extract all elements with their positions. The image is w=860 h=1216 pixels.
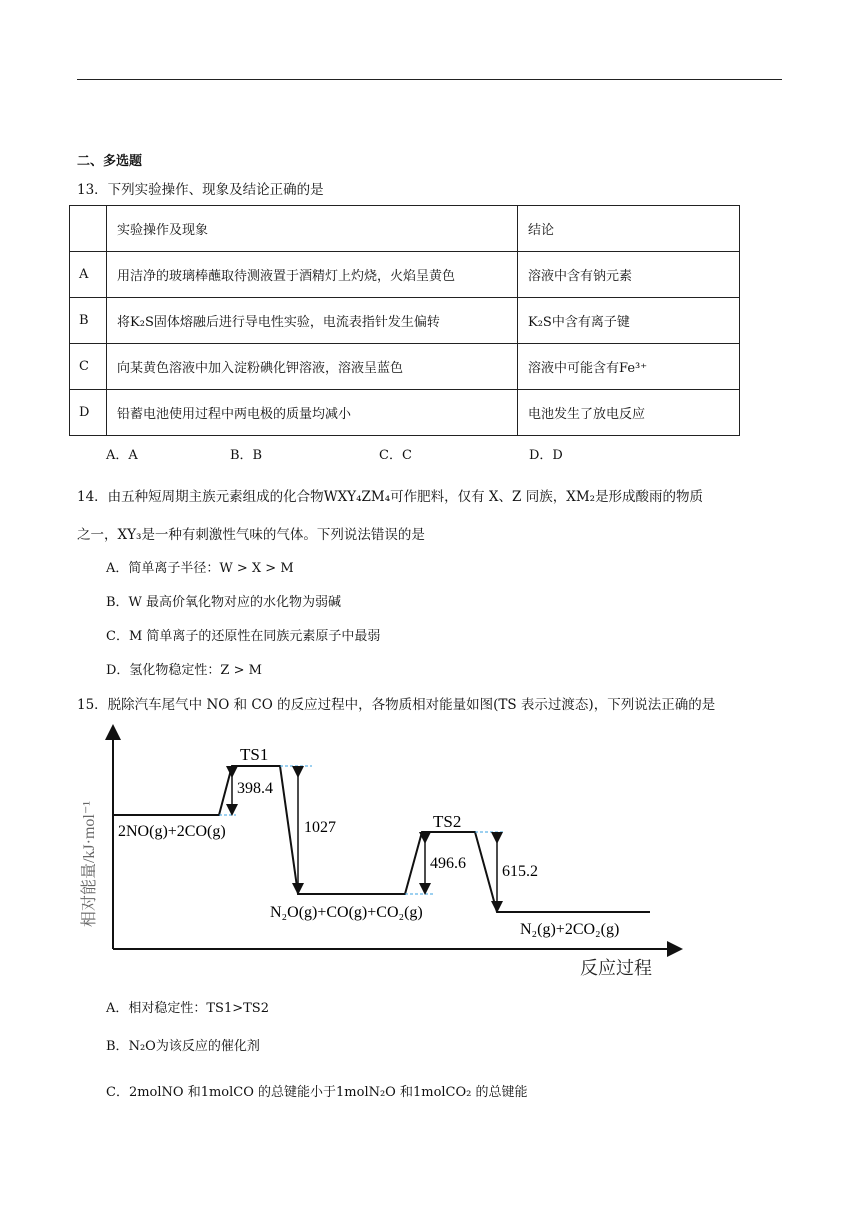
y-axis-label: 相对能量/kJ·mol⁻¹ bbox=[81, 800, 98, 928]
text: 将 bbox=[117, 315, 131, 330]
formula: N₂O bbox=[128, 1039, 156, 1054]
row-conclusion bbox=[518, 298, 740, 344]
state-label: TS1 bbox=[240, 745, 269, 764]
text: 中含有离子键 bbox=[551, 315, 630, 330]
table-row bbox=[70, 252, 740, 298]
text: 可作肥料，仅有 X、Z 同族， bbox=[390, 489, 567, 505]
q13-option-b[interactable]: B．B bbox=[230, 448, 263, 463]
q14-option-a[interactable]: A．简单离子半径：W > X > M bbox=[106, 561, 294, 576]
section-title: 二、多选题 bbox=[77, 154, 143, 169]
text: 是一种有刺激性气味的气体。下列说法错误的是 bbox=[141, 527, 425, 543]
formula: XY₃ bbox=[117, 527, 142, 543]
row-label: C bbox=[70, 344, 107, 390]
text: 14．由五种短周期主族元素组成的化合物 bbox=[77, 489, 324, 505]
row-conclusion: 电池发生了放电反应 bbox=[518, 390, 740, 436]
table-row bbox=[70, 298, 740, 344]
value-label: 398.4 bbox=[237, 780, 273, 797]
formula: WXY₄ZM₄ bbox=[323, 489, 391, 505]
table-header-row bbox=[70, 206, 740, 252]
text: 是形成酸雨的物质 bbox=[595, 489, 704, 505]
formula: Fe³⁺ bbox=[619, 361, 648, 376]
q13-table bbox=[69, 205, 740, 436]
formula: XM₂ bbox=[566, 489, 596, 505]
q13-option-d[interactable]: D．D bbox=[529, 448, 563, 463]
row-label: D bbox=[70, 390, 107, 436]
q14-option-c[interactable]: C．M 简单离子的还原性在同族元素原子中最弱 bbox=[106, 629, 381, 644]
formula: K₂S bbox=[130, 315, 154, 330]
row-operation: 用洁净的玻璃棒蘸取待测液置于酒精灯上灼烧，火焰呈黄色 bbox=[107, 252, 518, 298]
header-rule bbox=[77, 79, 782, 80]
energy-diagram bbox=[70, 724, 690, 984]
table-header-cell bbox=[70, 206, 107, 252]
state-label: N₂(g)+2CO₂(g) bbox=[520, 921, 620, 938]
state-label: TS2 bbox=[433, 812, 462, 831]
q14-stem-line1 bbox=[77, 485, 703, 505]
q14-option-b[interactable]: B．W 最高价氧化物对应的水化物为弱碱 bbox=[106, 595, 342, 610]
q13-stem: 13．下列实验操作、现象及结论正确的是 bbox=[77, 182, 324, 198]
row-label: A bbox=[70, 252, 107, 298]
value-label: 1027 bbox=[304, 819, 336, 836]
x-axis-label: 反应过程 bbox=[580, 958, 652, 978]
text: 溶液中可能含有 bbox=[528, 361, 620, 376]
table-header-cell: 结论 bbox=[518, 206, 740, 252]
q13-option-a[interactable]: A．A bbox=[106, 448, 138, 463]
q15-option-c[interactable]: C．2molNO 和1molCO 的总键能小于1molN₂O 和1molCO₂ 的总键能 bbox=[106, 1085, 528, 1100]
value-label: 615.2 bbox=[502, 863, 538, 880]
text: 之一， bbox=[77, 527, 118, 543]
row-conclusion bbox=[518, 344, 740, 390]
q13-option-c[interactable]: C．C bbox=[379, 448, 412, 463]
row-operation: 铅蓄电池使用过程中两电极的质量均减小 bbox=[107, 390, 518, 436]
state-label: 2NO(g)+2CO(g) bbox=[118, 823, 226, 840]
row-operation bbox=[107, 298, 518, 344]
q14-option-d[interactable]: D．氢化物稳定性：Z > M bbox=[106, 663, 262, 678]
q14-stem-line2 bbox=[77, 523, 425, 543]
row-operation: 向某黄色溶液中加入淀粉碘化钾溶液，溶液呈蓝色 bbox=[107, 344, 518, 390]
value-label: 496.6 bbox=[430, 855, 466, 872]
table-row bbox=[70, 390, 740, 436]
state-label: N₂O(g)+CO(g)+CO₂(g) bbox=[270, 904, 423, 921]
formula: K₂S bbox=[528, 315, 552, 330]
text: 为该反应的催化剂 bbox=[155, 1039, 260, 1054]
q15-option-a[interactable]: A．相对稳定性：TS1>TS2 bbox=[106, 1001, 269, 1016]
row-label: B bbox=[70, 298, 107, 344]
table-row bbox=[70, 344, 740, 390]
text: B． bbox=[106, 1039, 129, 1054]
text: 固体熔融后进行导电性实验，电流表指针发生偏转 bbox=[153, 315, 440, 330]
q15-stem: 15．脱除汽车尾气中 NO 和 CO 的反应过程中，各物质相对能量如图(TS 表示过渡态)，下列说法正确的是 bbox=[77, 697, 716, 713]
table-header-cell: 实验操作及现象 bbox=[107, 206, 518, 252]
row-conclusion: 溶液中含有钠元素 bbox=[518, 252, 740, 298]
q15-option-b[interactable] bbox=[106, 1035, 260, 1054]
